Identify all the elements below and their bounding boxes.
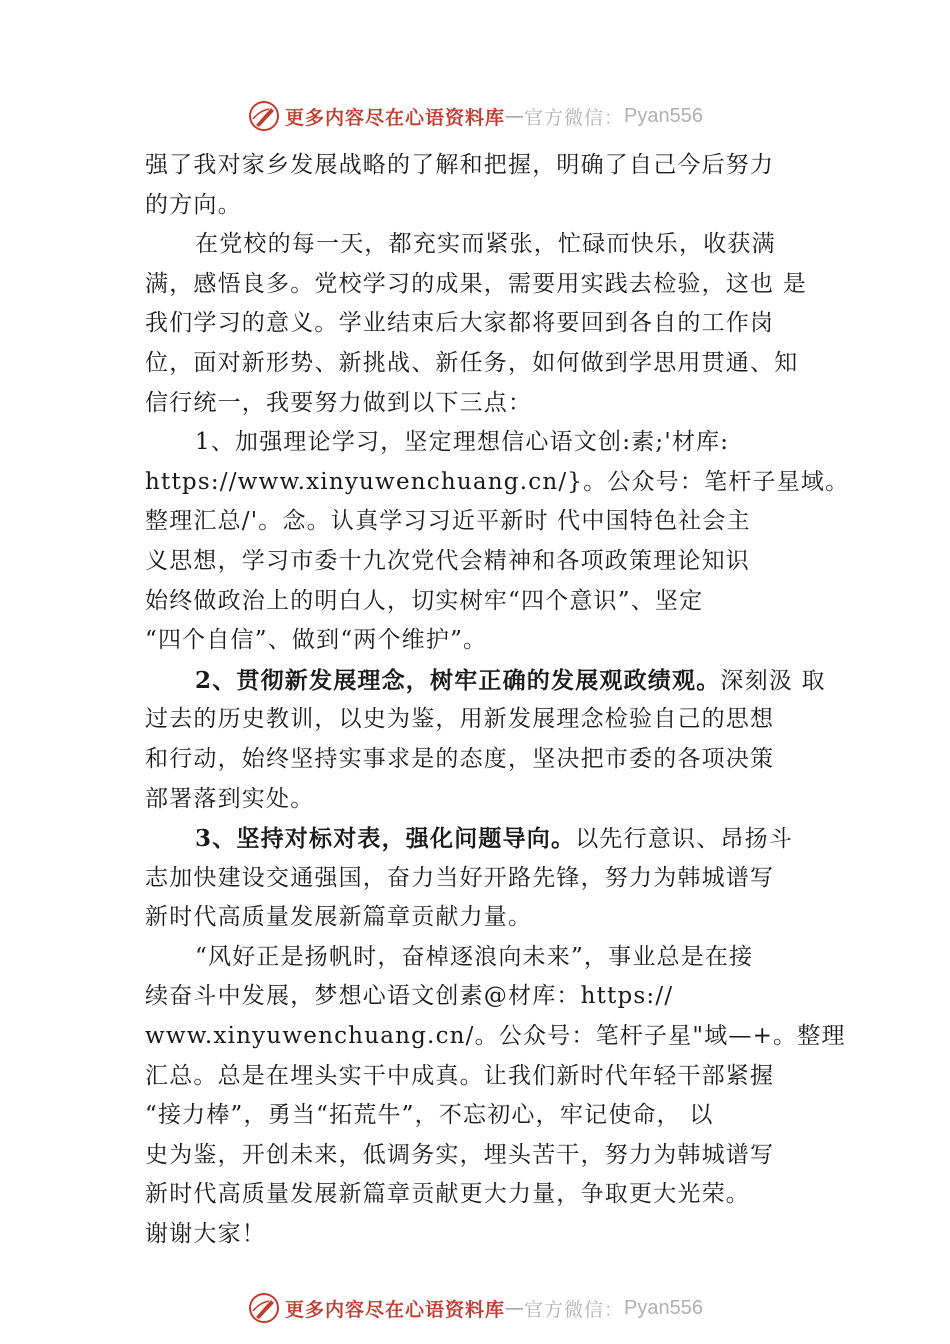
text-line: 满，感悟良多。党校学习的成果，需要用实践去检验，这也 是 (145, 270, 807, 297)
point-2-line (145, 661, 826, 701)
text-line: 新时代高质量发展新篇章贡献力量。 (145, 904, 533, 931)
pen-nib-logo-icon (247, 1291, 281, 1325)
text-line: “风好正是扬帆时，奋棹逐浪向未来”，事业总是在接 (195, 943, 754, 970)
text-line: 我们学习的意义。学业结束后大家都将要回到各自的工作岗 (145, 310, 775, 337)
text-line: 部署落到实处。 (145, 785, 315, 812)
text-line: 和行动，始终坚持实事求是的态度，坚决把市委的各项决策 (145, 745, 775, 772)
text-line: 新时代高质量发展新篇章贡献更大力量，争取更大光荣。 (145, 1181, 750, 1208)
point-2-text: 深刻汲 取 (720, 667, 826, 694)
brand-text: 更多内容尽在心语资料库 (285, 1298, 506, 1321)
footer-banner (0, 1288, 950, 1328)
text-line: 史为鉴，开创未来，低调务实，埋头苦干，努力为韩城谱写 (145, 1141, 775, 1168)
document-body (145, 146, 850, 1255)
banner-dash: — (505, 105, 525, 127)
text-line: 义思想，学习市委十九次党代会精神和各项政策理论知识 (145, 547, 750, 574)
text-line: 位，面对新形势、新挑战、新任务，如何做到学思用贯通、知 (145, 349, 799, 376)
point-3-line (145, 819, 815, 859)
banner-dash: — (505, 1297, 525, 1319)
text-line: 志加快建设交通强国，奋力当好开路先锋，努力为韩城谱写 (145, 864, 775, 891)
brand-text: 更多内容尽在心语资料库 (285, 106, 506, 129)
pen-nib-logo-icon (247, 99, 281, 133)
text-line: 始终做政治上的明白人，切实树牢“四个意识”、坚定 (145, 587, 704, 614)
text-line: 强了我对家乡发展战略的了解和把握，明确了自己今后努力 (145, 152, 775, 178)
text-line: “四个自信”、做到“两个维护”。 (145, 627, 488, 654)
text-line: 汇总。总是在埋头实干中成真。让我们新时代年轻干部紧握 (145, 1062, 775, 1089)
point-3-heading: 3、坚持对标对表，强化问题导向。 (195, 825, 576, 853)
text-line: https://www.xinyuwenchuang.cn/}。公众号：笔杆子星域。 (145, 468, 850, 495)
wechat-label: 官方微信： (524, 106, 625, 129)
text-line: 过去的历史教训，以史为鉴，用新发展理念检验自己的思想 (145, 706, 775, 733)
point-2-heading: 2、贯彻新发展理念，树牢正确的发展观政绩观。 (195, 666, 721, 694)
text-line: 的方向。 (145, 191, 242, 218)
header-banner (0, 96, 950, 136)
text-line: 1、加强理论学习，坚定理想信心语文创:素;'材库: (195, 429, 730, 456)
text-line: 信行统一，我要努力做到以下三点： (145, 389, 533, 416)
text-line: 谢谢大家！ (145, 1221, 266, 1248)
text-line: 在党校的每一天，都充实而紧张，忙碌而快乐，收获满 (195, 231, 776, 258)
text-line: 整理汇总/'。念。认真学习习近平新时 代中国特色社会主 (145, 508, 751, 535)
wechat-id: Pyan556 (624, 1296, 703, 1319)
text-line: www.xinyuwenchuang.cn/。公众号：笔杆子星"域—+。整理 (145, 1023, 846, 1050)
point-3-text: 以先行意识、昂扬斗 (575, 826, 794, 853)
text-line: “接力棒”，勇当“拓荒牛”，不忘初心，牢记使命， 以 (145, 1102, 714, 1129)
wechat-id: Pyan556 (624, 104, 703, 127)
text-line: 续奋斗中发展，梦想心语文创素@材库：https:// (145, 983, 674, 1010)
wechat-label: 官方微信： (524, 1298, 625, 1321)
